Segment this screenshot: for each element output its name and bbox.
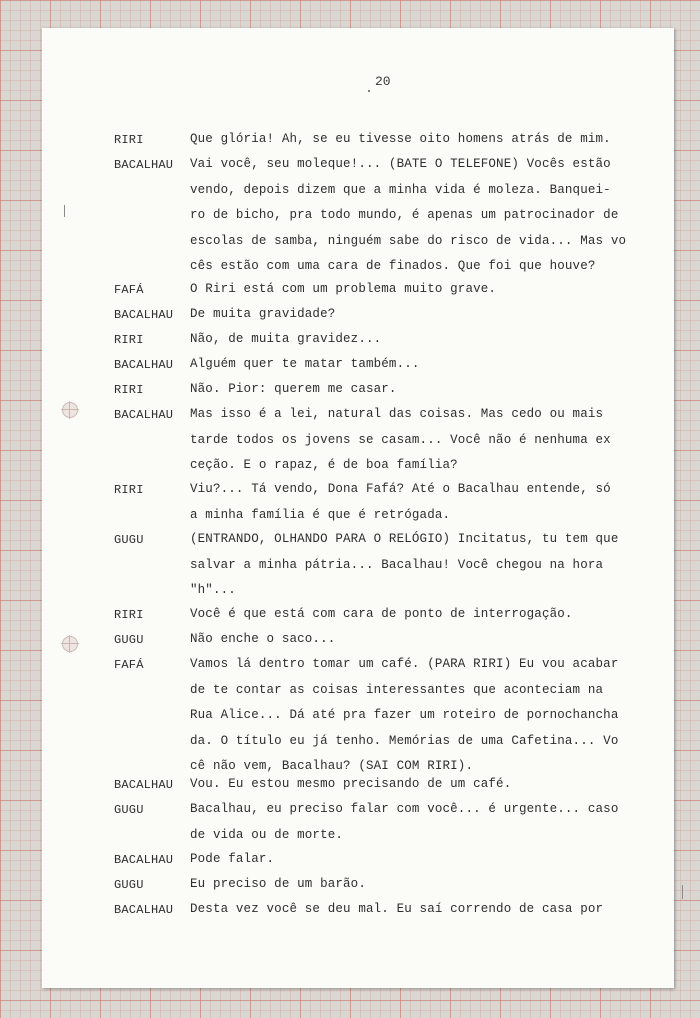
dialogue-line: a minha família é que é retrógada. xyxy=(190,507,451,522)
dialogue-line: cês estão com uma cara de finados. Que foi que houve? xyxy=(190,259,596,273)
dialogue-line: Bacalhau, eu preciso falar com você... é urgente... caso xyxy=(190,802,619,816)
dialogue-line: Desta vez você se deu mal. Eu saí correndo de casa por xyxy=(190,902,604,916)
speaker-name: RIRI xyxy=(114,133,144,147)
speaker-name: BACALHAU xyxy=(114,158,174,172)
speaker-name: GUGU xyxy=(114,803,144,817)
dialogue-line: cê não vem, Bacalhau? (SAI COM RIRI). xyxy=(190,759,474,773)
dialogue-line: Rua Alice... Dá até pra fazer um roteiro de pornochancha xyxy=(190,708,619,722)
dialogue-line: de te contar as coisas interessantes que aconteciam na xyxy=(190,682,604,697)
speaker-name: FAFÁ xyxy=(114,283,144,297)
dialogue-line: salvar a minha pátria... Bacalhau! Você chegou na hora xyxy=(190,557,604,572)
dialogue-line: Vamos lá dentro tomar um café. (PARA RIRI) Eu vou acabar xyxy=(190,657,619,671)
dialogue-line: Vai você, seu moleque!... (BATE O TELEFONE) Vocês estão xyxy=(190,157,611,171)
dialogue-line: Não, de muita gravidez... xyxy=(190,332,382,346)
speaker-name: GUGU xyxy=(114,878,144,892)
dialogue-line: escolas de samba, ninguém sabe do risco de vida... Mas vo xyxy=(190,233,627,248)
speaker-name: GUGU xyxy=(114,533,144,547)
dialogue-line: de vida ou de morte. xyxy=(190,827,344,842)
speaker-name: GUGU xyxy=(114,633,144,647)
dialogue-line: Não enche o saco... xyxy=(190,632,336,646)
dialogue-line: ceção. E o rapaz, é de boa família? xyxy=(190,458,458,472)
speaker-name: BACALHAU xyxy=(114,778,174,792)
script-page xyxy=(42,28,674,988)
dialogue-line: Alguém quer te matar também... xyxy=(190,357,420,371)
speaker-name: BACALHAU xyxy=(114,408,174,422)
page-mark xyxy=(368,90,370,92)
speaker-name: RIRI xyxy=(114,333,144,347)
dialogue-line: vendo, depois dizem que a minha vida é moleza. Banquei- xyxy=(190,182,611,197)
dialogue-line: Não. Pior: querem me casar. xyxy=(190,382,397,396)
dialogue-line: Você é que está com cara de ponto de interrogação. xyxy=(190,607,573,621)
dialogue-line: De muita gravidade? xyxy=(190,307,336,321)
punch-hole-icon xyxy=(62,636,78,652)
speaker-name: BACALHAU xyxy=(114,903,174,917)
dialogue-line: Mas isso é a lei, natural das coisas. Mas cedo ou mais xyxy=(190,407,604,421)
speaker-name: RIRI xyxy=(114,483,144,497)
speaker-name: BACALHAU xyxy=(114,358,174,372)
dialogue-line: da. O título eu já tenho. Memórias de uma Cafetina... Vo xyxy=(190,733,619,748)
dialogue-line: ro de bicho, pra todo mundo, é apenas um patrocinador de xyxy=(190,208,619,222)
margin-mark xyxy=(682,885,683,899)
speaker-name: FAFÁ xyxy=(114,658,144,672)
dialogue-line: Viu?... Tá vendo, Dona Fafá? Até o Bacalhau entende, só xyxy=(190,482,611,496)
speaker-name: BACALHAU xyxy=(114,308,174,322)
margin-mark xyxy=(64,205,65,217)
dialogue-line: Vou. Eu estou mesmo precisando de um café. xyxy=(190,777,512,791)
dialogue-line: Eu preciso de um barão. xyxy=(190,877,366,891)
dialogue-line: Pode falar. xyxy=(190,852,275,866)
dialogue-line: Que glória! Ah, se eu tivesse oito homens atrás de mim. xyxy=(190,132,611,146)
dialogue-line: tarde todos os jovens se casam... Você não é nenhuma ex xyxy=(190,432,611,447)
dialogue-line: (ENTRANDO, OLHANDO PARA O RELÓGIO) Incitatus, tu tem que xyxy=(190,532,619,546)
dialogue-line: O Riri está com um problema muito grave. xyxy=(190,282,497,296)
speaker-name: BACALHAU xyxy=(114,853,174,867)
speaker-name: RIRI xyxy=(114,608,144,622)
punch-hole-icon xyxy=(62,402,78,418)
page-number: 20 xyxy=(375,74,391,89)
dialogue-line: "h"... xyxy=(190,583,236,597)
speaker-name: RIRI xyxy=(114,383,144,397)
